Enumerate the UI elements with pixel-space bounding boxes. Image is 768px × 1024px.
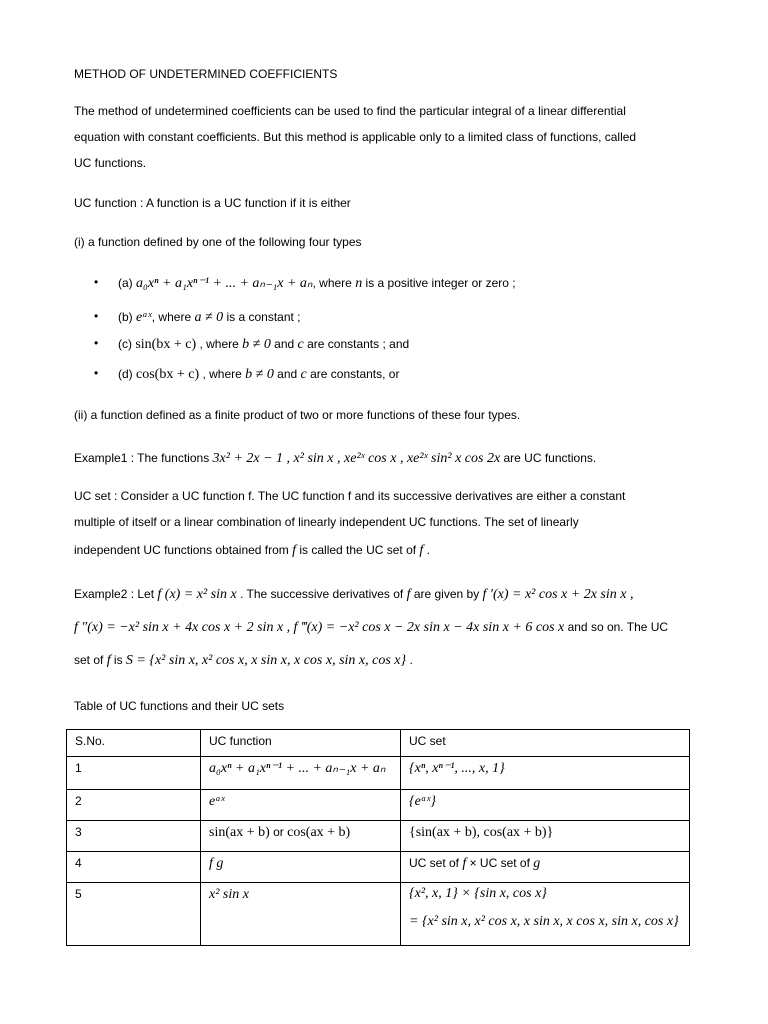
example-text: . — [406, 653, 413, 667]
example-text: are UC functions. — [500, 451, 597, 465]
bullet-var: n — [355, 276, 363, 291]
uc-set-line-3 — [74, 542, 430, 559]
intro-line-3: UC functions. — [74, 156, 147, 170]
table-row — [67, 852, 690, 883]
table-row — [67, 883, 690, 946]
table-row — [67, 757, 690, 790]
table-cell-set — [401, 757, 690, 790]
bullet-var: a ≠ 0 — [194, 310, 224, 325]
example-label: Example2 : Let — [74, 587, 158, 601]
example-2-line-2 — [74, 619, 668, 636]
bullet-label: (a) — [118, 276, 133, 290]
bullet-text: , where — [312, 276, 356, 290]
cell-math: eᵃˣ — [209, 794, 225, 809]
table-header: S.No. — [67, 730, 201, 757]
example-text: are given by — [410, 587, 483, 601]
example-2-line-3 — [74, 652, 413, 669]
table-header: UC set — [401, 730, 690, 757]
bullet-item-d — [118, 366, 399, 383]
bullet-item-b — [118, 309, 301, 326]
example-var: f — [106, 653, 111, 668]
bullet-item-a — [118, 275, 516, 292]
cell-var: f — [462, 856, 467, 871]
example-math: 3x² + 2x − 1 , x² sin x , xe²ˣ cos x , xe²ˣ sin² x cos 2x — [212, 451, 501, 466]
cell-math: {x², x, 1} × {sin x, cos x} — [409, 886, 547, 901]
uc-set-var: f — [419, 543, 424, 558]
cell-var: g — [533, 856, 541, 871]
uc-set-text: is called the UC set of — [296, 543, 420, 557]
table-cell-sno: 5 — [67, 883, 201, 946]
bullet-var: c — [300, 367, 307, 382]
example-var: f — [406, 587, 411, 602]
table-cell-set — [401, 852, 690, 883]
table-header: UC function — [201, 730, 401, 757]
uc-set-text: . — [423, 543, 430, 557]
table-row — [67, 821, 690, 852]
bullet-text: , where — [199, 367, 246, 381]
bullet-label: (c) — [118, 337, 132, 351]
uc-set-var: f — [292, 543, 297, 558]
table-cell-function — [201, 852, 401, 883]
example-1 — [74, 450, 596, 467]
example-math: S = {x² sin x, x² cos x, x sin x, x cos x, sin x, cos x} — [125, 653, 407, 668]
example-text: and so on. The UC — [564, 620, 669, 634]
cell-math: = {x² sin x, x² cos x, x sin x, x cos x, sin x, cos x} — [409, 914, 679, 929]
uc-function-definition: UC function : A function is a UC function if it is either — [74, 196, 351, 210]
bullet-math: eᵃˣ — [136, 310, 152, 325]
example-math: f (x) = x² sin x — [157, 587, 237, 602]
table-row — [67, 790, 690, 821]
uc-table — [66, 729, 690, 946]
bullet-text: and — [270, 337, 298, 351]
cell-text: or — [269, 825, 288, 839]
cell-math: cos(ax + b) — [287, 825, 351, 840]
cell-math: f g — [209, 856, 224, 871]
intro-line-1: The method of undetermined coefficients can be used to find the particular integral of a linear differential — [74, 104, 626, 118]
bullet-item-c — [118, 336, 409, 353]
bullet-var: c — [297, 337, 304, 352]
part-i-text: (i) a function defined by one of the following four types — [74, 235, 362, 249]
bullet-text: and — [273, 367, 301, 381]
example-math: f ″(x) = −x² sin x + 4x cos x + 2 sin x , — [74, 620, 291, 635]
cell-text: × UC set of — [466, 856, 534, 870]
bullet-label: (d) — [118, 367, 133, 381]
table-cell-set — [401, 821, 690, 852]
table-cell-sno: 4 — [67, 852, 201, 883]
table-cell-function — [201, 757, 401, 790]
bullet-text: , where — [196, 337, 243, 351]
table-cell-sno: 3 — [67, 821, 201, 852]
bullet-var: b ≠ 0 — [242, 337, 271, 352]
example-math: f ‴(x) = −x² cos x − 2x sin x − 4x sin x + 6 cos x — [293, 620, 565, 635]
bullet-icon: • — [94, 309, 99, 323]
part-ii-text: (ii) a function defined as a finite product of two or more functions of these four types. — [74, 408, 521, 422]
cell-math: x² sin x — [209, 887, 249, 902]
cell-math: {xⁿ, xⁿ⁻¹, ..., x, 1} — [409, 761, 505, 776]
bullet-icon: • — [94, 275, 99, 289]
bullet-icon: • — [94, 366, 99, 380]
bullet-text: , where — [151, 310, 195, 324]
bullet-math: a₀xⁿ + a₁xⁿ⁻¹ + ... + aₙ₋₁x + aₙ — [136, 276, 313, 291]
example-text: is — [110, 653, 126, 667]
page-title: METHOD OF UNDETERMINED COEFFICIENTS — [74, 67, 338, 81]
uc-set-text: independent UC functions obtained from — [74, 543, 293, 557]
bullet-text: is a positive integer or zero ; — [362, 276, 516, 290]
table-cell-sno: 2 — [67, 790, 201, 821]
table-header-row — [67, 730, 690, 757]
table-cell-function — [201, 821, 401, 852]
example-math: f ′(x) = x² cos x + 2x sin x , — [482, 587, 634, 602]
table-cell-function — [201, 883, 401, 946]
example-text: . The successive derivatives of — [236, 587, 407, 601]
example-label: Example1 : The functions — [74, 451, 213, 465]
bullet-text: are constants ; and — [303, 337, 410, 351]
table-cell-set — [401, 790, 690, 821]
bullet-label: (b) — [118, 310, 133, 324]
bullet-math: sin(bx + c) — [135, 337, 197, 352]
cell-math: {eᵃˣ} — [409, 794, 436, 809]
intro-line-2: equation with constant coefficients. But this method is applicable only to a limited class of functions, called — [74, 130, 637, 144]
table-cell-set — [401, 883, 690, 946]
table-cell-sno: 1 — [67, 757, 201, 790]
uc-set-line-1: UC set : Consider a UC function f. The UC function f and its successive derivatives are either a constant — [74, 489, 626, 503]
table-cell-function — [201, 790, 401, 821]
example-text: set of — [74, 653, 107, 667]
cell-text: UC set of — [409, 856, 463, 870]
bullet-var: b ≠ 0 — [245, 367, 274, 382]
uc-set-line-2: multiple of itself or a linear combination of linearly independent UC functions. The set of linearly — [74, 515, 579, 529]
example-2-line-1 — [74, 586, 633, 603]
cell-math: {sin(ax + b), cos(ax + b)} — [409, 825, 554, 840]
cell-math: sin(ax + b) — [209, 825, 270, 840]
bullet-text: are constants, or — [306, 367, 400, 381]
cell-math: a₀xⁿ + a₁xⁿ⁻¹ + ... + aₙ₋₁x + aₙ — [209, 761, 386, 776]
table-title: Table of UC functions and their UC sets — [74, 699, 285, 713]
bullet-text: is a constant ; — [223, 310, 301, 324]
bullet-math: cos(bx + c) — [136, 367, 200, 382]
bullet-icon: • — [94, 336, 99, 350]
